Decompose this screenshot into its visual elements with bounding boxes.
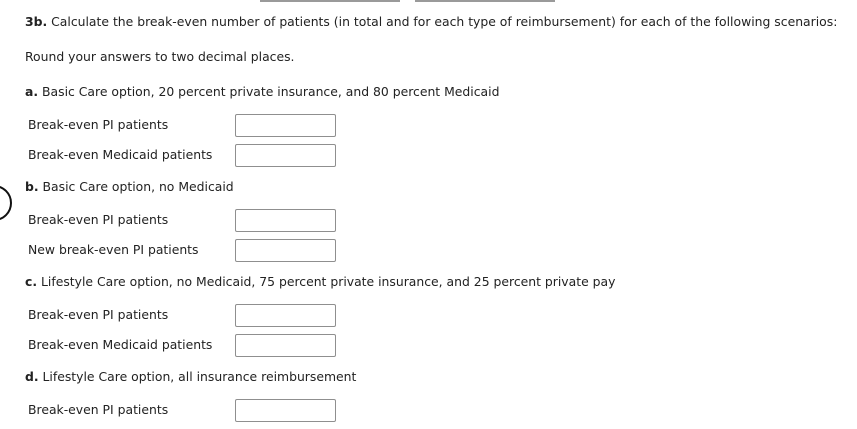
section-title: Lifestyle Care option, no Medicaid, 75 percent private insurance, and 25 percent private pay [37,274,616,289]
section-letter: a. [25,84,39,99]
answer-input-b-new-pi[interactable] [235,239,336,262]
field-label: Break-even PI patients [28,402,169,417]
field-label: Break-even Medicaid patients [28,337,213,352]
answer-input-c-medicaid[interactable] [235,334,336,357]
question-number: 3b. [25,14,48,29]
answer-input-a-medicaid[interactable] [235,144,336,167]
answer-input-b-pi[interactable] [235,209,336,232]
section-title: Basic Care option, 20 percent private insurance, and 80 percent Medicaid [38,84,500,99]
section-d-heading [25,369,356,385]
answer-input-c-pi[interactable] [235,304,336,327]
answer-input-a-pi[interactable] [235,114,336,137]
section-b-heading [25,179,234,195]
answer-input-d-pi[interactable] [235,399,336,422]
section-c-heading [25,274,615,290]
question-prompt [25,14,837,30]
field-label: Break-even Medicaid patients [28,147,213,162]
section-a-heading [25,84,499,100]
top-divider-right [415,0,555,2]
section-letter: b. [25,179,39,194]
circle-indicator-icon [0,185,12,221]
section-title: Basic Care option, no Medicaid [38,179,234,194]
rounding-instruction: Round your answers to two decimal places. [25,49,295,64]
field-label: Break-even PI patients [28,307,169,322]
section-letter: c. [25,274,38,289]
field-label: Break-even PI patients [28,117,169,132]
field-label: New break-even PI patients [28,242,199,257]
section-letter: d. [25,369,39,384]
question-text: Calculate the break-even number of patients (in total and for each type of reimbursement) for each of the following scenarios: [47,14,838,29]
field-label: Break-even PI patients [28,212,169,227]
section-title: Lifestyle Care option, all insurance reimbursement [38,369,357,384]
top-divider-left [260,0,400,2]
